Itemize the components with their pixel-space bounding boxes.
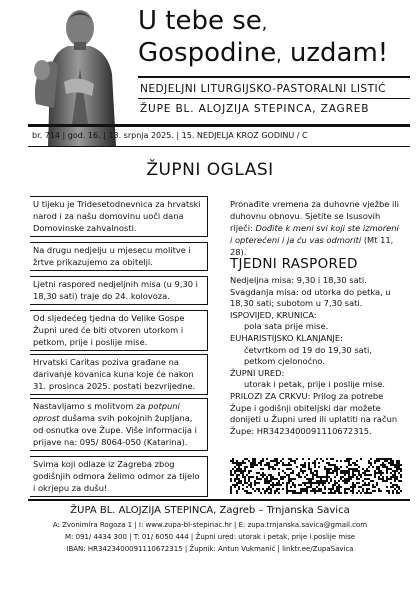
header-rule [28, 146, 410, 147]
notice-box [30, 310, 208, 351]
notice-box [30, 242, 208, 271]
masthead-title-line2 [138, 38, 388, 71]
header-rule [28, 124, 410, 127]
masthead-subtitle: NEDJELJNI LITURGIJSKO-PASTORALNI LISTIĆ [140, 83, 386, 95]
issue-info: br. 714 | god. 16. | 13. srpnja 2025. | 15. NEDJELJA KROZ GODINU / C [32, 131, 308, 140]
title-comma: , [276, 46, 282, 66]
notice-text: Svima koji odlaze iz Zagreba zbog godišnjih odmora želimo odmor za tijelo i okrjepu za dušu! [33, 459, 200, 493]
masthead-rule [138, 76, 410, 78]
schedule-donations: PRILOZI ZA CRKVU: Prilog za potrebe Župe i godišnji obiteljski dar možete donijeti u Župni ured ili uplatiti na račun Župe: HR3423400091110672315. [230, 390, 398, 436]
title-text: uzdam! [281, 38, 389, 68]
notice-box: Nastavljamo s molitvom za potpuni oprost dušama svih pokojnih župljana, od osnutka ove Župe. Više informacija i prijave na: 095/ 8064-050 (Katarina). [30, 398, 208, 451]
title-comma: , [261, 14, 268, 34]
weekly-schedule [230, 275, 405, 437]
notice-italic: potpuni oprost [33, 401, 180, 423]
schedule-confession: pola sata prije mise. [244, 321, 329, 332]
section-title: ŽUPNI OGLASI [146, 160, 274, 180]
masthead-title-line1 [138, 6, 267, 39]
retreat-invitation: Pronađite vremena za duhovne vježbe ili duhovnu obnovu. Sjetite se Isusovih riječi: Dođite k meni svi koji ste izmoreni i opterećeni i ja ću vas odmoriti (Mt 11, 28). [230, 199, 399, 257]
footer-address: A: Zvonimira Rogoza 1 | I: www.zupa-bl-stepinac.hr | E: zupa.trnjanska.savica@gmail.com [52, 521, 368, 529]
notice-box [30, 354, 208, 395]
footer-parish-name: ŽUPA BL. ALOJZIJA STEPINCA, Zagreb – Trnjanska Savica [70, 505, 350, 516]
notice-box [30, 196, 208, 237]
schedule-label: EUHARISTIJSKO KLANJANJE: [230, 332, 343, 343]
masthead-parish: ŽUPE BL. ALOJZIJA STEPINCA, ZAGREB [140, 103, 370, 115]
schedule-label: ŽUPNI URED: [230, 367, 285, 378]
notice-box [30, 276, 208, 305]
footer-contact: M: 091/ 4434 300 | T: 01/ 6050 444 | Župni ured: utorak i petak, prije i poslije mise [64, 533, 356, 541]
schedule-weekday: Svagdanja misa: od utorka do petka, u 18,30 sati; subotom u 7,30 sati. [230, 286, 391, 309]
schedule-adoration: četvrtkom od 19 do 19,30 sati, petkom cjelonoćno. [244, 344, 372, 367]
schedule-office: utorak i petak, prije i poslije mise. [244, 379, 386, 390]
notice-text: Na drugu nedjelju u mjesecu molitve i žrtve prikazujemo za obitelji. [33, 245, 191, 267]
schedule-sunday: Nedjeljna misa: 9,30 i 18,30 sati. [230, 275, 367, 285]
notice-text: Hrvatski Caritas poziva građane na darivanje kovanica kuna koje će nakon 31. prosinca 2025. postati bezvrijedne. [33, 357, 196, 391]
schedule-title: TJEDNI RASPORED [230, 256, 358, 272]
schedule-label: ISPOVIJED, KRUNICA: [230, 309, 317, 320]
notice-text: Ljetni raspored nedjeljnih misa (u 9,30 i 18,30 sati) traje do 24. kolovoza. [33, 279, 198, 301]
title-text: Gospodine [138, 38, 277, 68]
title-text: U tebe se [138, 6, 262, 36]
notice-text: Od sljedećeg tjedna do Velike Gospe Župni ured će biti otvoren utorkom i petkom, prije i poslije mise. [33, 313, 185, 347]
notice-text: U tijeku je Tridesetodnevnica za hrvatski narod i za našu domovinu uoči dana Domovinske zahvalnosti. [33, 199, 201, 233]
qr-code-icon [230, 458, 402, 494]
scripture-quote: Dođite k meni svi koji ste izmoreni i opterećeni i ja ću vas odmoriti [230, 223, 399, 245]
footer-rule [28, 499, 410, 501]
footer-bank: IBAN: HR3423400091110672315 | Župnik: Antun Vukmanić | linktr.ee/ZupaSavica [66, 545, 354, 553]
notice-box [30, 456, 208, 497]
masthead-rule [138, 98, 410, 99]
